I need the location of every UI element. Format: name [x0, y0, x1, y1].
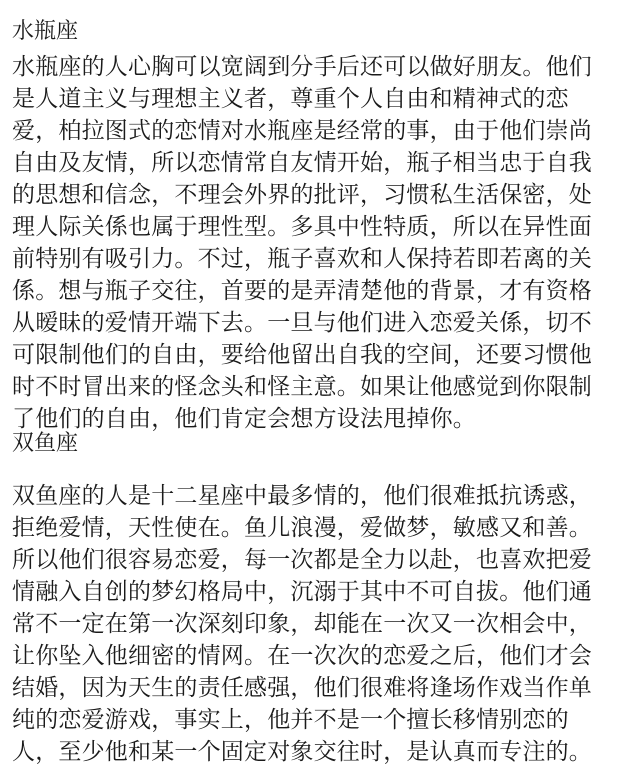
paragraph-pisces: [12, 480, 592, 768]
paragraph-line: 的思想和信念，不理会外界的批评，习惯私生活保密，处: [12, 182, 592, 208]
paragraph-line: 水瓶座的人心胸可以宽阔到分手后还可以做好朋友。他们: [12, 54, 592, 80]
paragraph-line: 时不时冒出来的怪念头和怪主意。如果让他感觉到你限制: [12, 374, 592, 400]
paragraph-line: 纯的恋爱游戏，事实上，他并不是一个擅长移情别恋的: [12, 707, 569, 733]
paragraph-line: 係。想与瓶子交往，首要的是弄清楚他的背景，才有资格: [12, 278, 592, 304]
paragraph-line: 所以他们很容易恋爱，每一次都是全力以赴，也喜欢把爱: [12, 547, 592, 573]
paragraph-line: 从暧昧的爱情开端下去。一旦与他们进入恋爱关係，切不: [12, 310, 592, 336]
paragraph-line: 双鱼座的人是十二星座中最多情的，他们很难抵抗诱惑，: [12, 483, 592, 509]
paragraph-line: 了他们的自由，他们肯定会想方设法甩掉你。: [12, 406, 476, 432]
paragraph-line: 理人际关係也属于理性型。多具中性特质，所以在异性面: [12, 214, 592, 240]
paragraph-line: 情融入自创的梦幻格局中，沉溺于其中不可自拔。他们通: [12, 579, 592, 605]
paragraph-line: 可限制他们的自由，要给他留出自我的空间，还要习惯他: [12, 342, 592, 368]
section-title-pisces: 双鱼座: [12, 431, 79, 456]
paragraph-line: 前特别有吸引力。不过，瓶子喜欢和人保持若即若离的关: [12, 246, 592, 272]
section-title-aquarius: 水瓶座: [12, 19, 79, 44]
paragraph-line: 拒绝爱情，天性使在。鱼儿浪漫，爱做梦，敏感又和善。: [12, 515, 592, 541]
paragraph-line: 自由及友情，所以恋情常自友情开始，瓶子相当忠于自我: [12, 150, 592, 176]
paragraph-line: 是人道主义与理想主义者，尊重个人自由和精神式的恋: [12, 86, 569, 112]
paragraph-line: 人，至少他和某一个固定对象交往时，是认真而专注的。: [12, 739, 592, 765]
paragraph-line: 爱，柏拉图式的恋情对水瓶座是经常的事，由于他们崇尚: [12, 118, 592, 144]
paragraph-line: 让你坠入他细密的情网。在一次次的恋爱之后，他们才会: [12, 643, 592, 669]
paragraph-line: 常不一定在第一次深刻印象，却能在一次又一次相会中，: [12, 611, 592, 637]
paragraph-aquarius: [12, 51, 592, 435]
paragraph-line: 结婚，因为天生的责任感强，他们很难将逢场作戏当作单: [12, 675, 592, 701]
